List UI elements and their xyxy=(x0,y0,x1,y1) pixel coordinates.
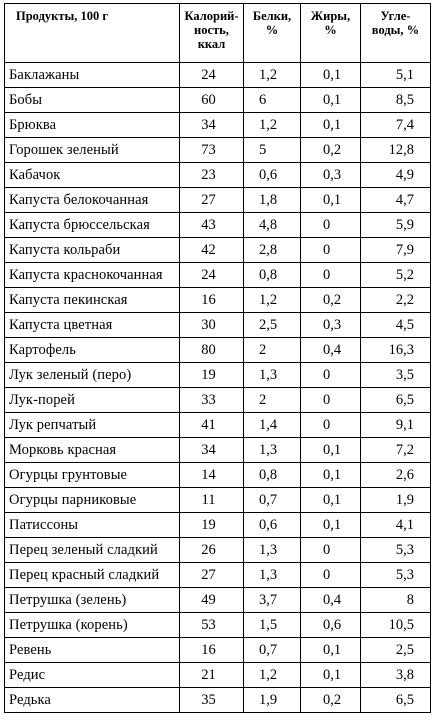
cell-protein: 2,5 xyxy=(244,313,301,338)
table-row xyxy=(5,88,431,113)
cell-calories: 34 xyxy=(180,113,244,138)
cell-calories: 26 xyxy=(180,538,244,563)
cell-carbs: 6,5 xyxy=(361,388,431,413)
cell-carbs: 5,9 xyxy=(361,213,431,238)
header-calories: Калорий- ность, ккал xyxy=(180,4,244,63)
cell-calories: 35 xyxy=(180,688,244,713)
cell-fat: 0,4 xyxy=(301,338,361,363)
cell-product: Капуста краснокочанная xyxy=(5,263,180,288)
table-row xyxy=(5,188,431,213)
cell-product: Лук-порей xyxy=(5,388,180,413)
table-row xyxy=(5,563,431,588)
cell-protein: 1,3 xyxy=(244,538,301,563)
cell-fat: 0,1 xyxy=(301,438,361,463)
cell-carbs: 2,5 xyxy=(361,638,431,663)
cell-carbs: 7,2 xyxy=(361,438,431,463)
cell-calories: 30 xyxy=(180,313,244,338)
cell-carbs: 4,5 xyxy=(361,313,431,338)
table-row xyxy=(5,338,431,363)
cell-calories: 27 xyxy=(180,563,244,588)
table-row xyxy=(5,613,431,638)
cell-calories: 14 xyxy=(180,463,244,488)
cell-fat: 0,1 xyxy=(301,63,361,88)
cell-protein: 0,7 xyxy=(244,638,301,663)
header-protein: Белки, % xyxy=(244,4,301,63)
table-row xyxy=(5,313,431,338)
cell-calories: 23 xyxy=(180,163,244,188)
cell-protein: 1,3 xyxy=(244,438,301,463)
cell-fat: 0 xyxy=(301,238,361,263)
cell-product: Редис xyxy=(5,663,180,688)
table-row xyxy=(5,113,431,138)
cell-calories: 24 xyxy=(180,63,244,88)
cell-fat: 0 xyxy=(301,363,361,388)
cell-calories: 33 xyxy=(180,388,244,413)
cell-product: Лук репчатый xyxy=(5,413,180,438)
cell-product: Перец зеленый сладкий xyxy=(5,538,180,563)
cell-carbs: 2,6 xyxy=(361,463,431,488)
cell-fat: 0,3 xyxy=(301,163,361,188)
cell-carbs: 2,2 xyxy=(361,288,431,313)
table-row xyxy=(5,663,431,688)
cell-product: Петрушка (корень) xyxy=(5,613,180,638)
header-carbs: Угле- воды, % xyxy=(361,4,431,63)
cell-protein: 1,2 xyxy=(244,113,301,138)
cell-product: Огурцы грунтовые xyxy=(5,463,180,488)
table-row xyxy=(5,63,431,88)
cell-product: Кабачок xyxy=(5,163,180,188)
cell-calories: 27 xyxy=(180,188,244,213)
cell-protein: 2 xyxy=(244,388,301,413)
cell-product: Патиссоны xyxy=(5,513,180,538)
cell-product: Редька xyxy=(5,688,180,713)
cell-fat: 0,2 xyxy=(301,688,361,713)
cell-protein: 1,9 xyxy=(244,688,301,713)
cell-carbs: 8,5 xyxy=(361,88,431,113)
cell-protein: 5 xyxy=(244,138,301,163)
table-row xyxy=(5,488,431,513)
cell-product: Капуста брюссельская xyxy=(5,213,180,238)
cell-fat: 0,1 xyxy=(301,113,361,138)
cell-product: Огурцы парниковые xyxy=(5,488,180,513)
table-row xyxy=(5,163,431,188)
cell-calories: 80 xyxy=(180,338,244,363)
table-row xyxy=(5,638,431,663)
table-body xyxy=(5,63,431,713)
cell-fat: 0,4 xyxy=(301,588,361,613)
cell-protein: 4,8 xyxy=(244,213,301,238)
cell-product: Перец красный сладкий xyxy=(5,563,180,588)
cell-protein: 6 xyxy=(244,88,301,113)
cell-carbs: 8 xyxy=(361,588,431,613)
cell-product: Капуста белокочанная xyxy=(5,188,180,213)
cell-calories: 21 xyxy=(180,663,244,688)
nutrition-table-container xyxy=(4,3,430,713)
table-row xyxy=(5,538,431,563)
table-row xyxy=(5,138,431,163)
cell-carbs: 5,2 xyxy=(361,263,431,288)
cell-calories: 16 xyxy=(180,638,244,663)
cell-product: Лук зеленый (перо) xyxy=(5,363,180,388)
cell-product: Баклажаны xyxy=(5,63,180,88)
cell-carbs: 7,9 xyxy=(361,238,431,263)
cell-carbs: 5,3 xyxy=(361,538,431,563)
cell-product: Ревень xyxy=(5,638,180,663)
cell-fat: 0,1 xyxy=(301,638,361,663)
cell-carbs: 4,7 xyxy=(361,188,431,213)
cell-protein: 2,8 xyxy=(244,238,301,263)
cell-calories: 34 xyxy=(180,438,244,463)
cell-fat: 0,2 xyxy=(301,288,361,313)
cell-calories: 11 xyxy=(180,488,244,513)
header-fat: Жиры, % xyxy=(301,4,361,63)
header-product: Продукты, 100 г xyxy=(5,4,180,63)
cell-carbs: 3,8 xyxy=(361,663,431,688)
cell-fat: 0 xyxy=(301,388,361,413)
cell-carbs: 3,5 xyxy=(361,363,431,388)
cell-fat: 0,1 xyxy=(301,663,361,688)
cell-calories: 16 xyxy=(180,288,244,313)
table-row xyxy=(5,438,431,463)
cell-fat: 0 xyxy=(301,263,361,288)
cell-calories: 53 xyxy=(180,613,244,638)
cell-product: Бобы xyxy=(5,88,180,113)
cell-fat: 0 xyxy=(301,538,361,563)
cell-calories: 42 xyxy=(180,238,244,263)
cell-carbs: 4,1 xyxy=(361,513,431,538)
table-row xyxy=(5,388,431,413)
cell-protein: 0,6 xyxy=(244,513,301,538)
cell-fat: 0 xyxy=(301,413,361,438)
cell-protein: 1,2 xyxy=(244,288,301,313)
table-row xyxy=(5,288,431,313)
cell-protein: 0,7 xyxy=(244,488,301,513)
cell-protein: 1,3 xyxy=(244,363,301,388)
cell-fat: 0 xyxy=(301,213,361,238)
cell-protein: 1,4 xyxy=(244,413,301,438)
cell-fat: 0,2 xyxy=(301,138,361,163)
table-row xyxy=(5,413,431,438)
cell-carbs: 7,4 xyxy=(361,113,431,138)
cell-fat: 0,1 xyxy=(301,88,361,113)
cell-carbs: 12,8 xyxy=(361,138,431,163)
cell-product: Картофель xyxy=(5,338,180,363)
cell-fat: 0,1 xyxy=(301,463,361,488)
cell-protein: 0,8 xyxy=(244,463,301,488)
cell-product: Горошек зеленый xyxy=(5,138,180,163)
cell-product: Петрушка (зелень) xyxy=(5,588,180,613)
cell-calories: 49 xyxy=(180,588,244,613)
cell-protein: 1,5 xyxy=(244,613,301,638)
cell-carbs: 5,3 xyxy=(361,563,431,588)
table-row xyxy=(5,213,431,238)
cell-product: Капуста цветная xyxy=(5,313,180,338)
cell-fat: 0,1 xyxy=(301,188,361,213)
table-row xyxy=(5,688,431,713)
table-row xyxy=(5,463,431,488)
table-row xyxy=(5,238,431,263)
table-header-row xyxy=(5,4,431,63)
cell-carbs: 9,1 xyxy=(361,413,431,438)
cell-product: Капуста кольраби xyxy=(5,238,180,263)
table-row xyxy=(5,263,431,288)
table-row xyxy=(5,363,431,388)
cell-carbs: 1,9 xyxy=(361,488,431,513)
cell-calories: 43 xyxy=(180,213,244,238)
cell-fat: 0,1 xyxy=(301,488,361,513)
cell-product: Морковь красная xyxy=(5,438,180,463)
cell-protein: 1,8 xyxy=(244,188,301,213)
cell-carbs: 16,3 xyxy=(361,338,431,363)
cell-fat: 0,6 xyxy=(301,613,361,638)
cell-protein: 0,6 xyxy=(244,163,301,188)
cell-protein: 1,2 xyxy=(244,63,301,88)
table-row xyxy=(5,588,431,613)
cell-calories: 24 xyxy=(180,263,244,288)
cell-carbs: 6,5 xyxy=(361,688,431,713)
cell-product: Капуста пекинская xyxy=(5,288,180,313)
cell-protein: 2 xyxy=(244,338,301,363)
cell-fat: 0,3 xyxy=(301,313,361,338)
cell-carbs: 4,9 xyxy=(361,163,431,188)
cell-product: Брюква xyxy=(5,113,180,138)
cell-protein: 3,7 xyxy=(244,588,301,613)
cell-protein: 1,3 xyxy=(244,563,301,588)
cell-carbs: 10,5 xyxy=(361,613,431,638)
cell-carbs: 5,1 xyxy=(361,63,431,88)
cell-fat: 0,1 xyxy=(301,513,361,538)
cell-calories: 41 xyxy=(180,413,244,438)
table-row xyxy=(5,513,431,538)
cell-calories: 19 xyxy=(180,513,244,538)
nutrition-table xyxy=(4,3,431,713)
cell-fat: 0 xyxy=(301,563,361,588)
cell-calories: 73 xyxy=(180,138,244,163)
cell-calories: 19 xyxy=(180,363,244,388)
cell-protein: 0,8 xyxy=(244,263,301,288)
cell-protein: 1,2 xyxy=(244,663,301,688)
cell-calories: 60 xyxy=(180,88,244,113)
